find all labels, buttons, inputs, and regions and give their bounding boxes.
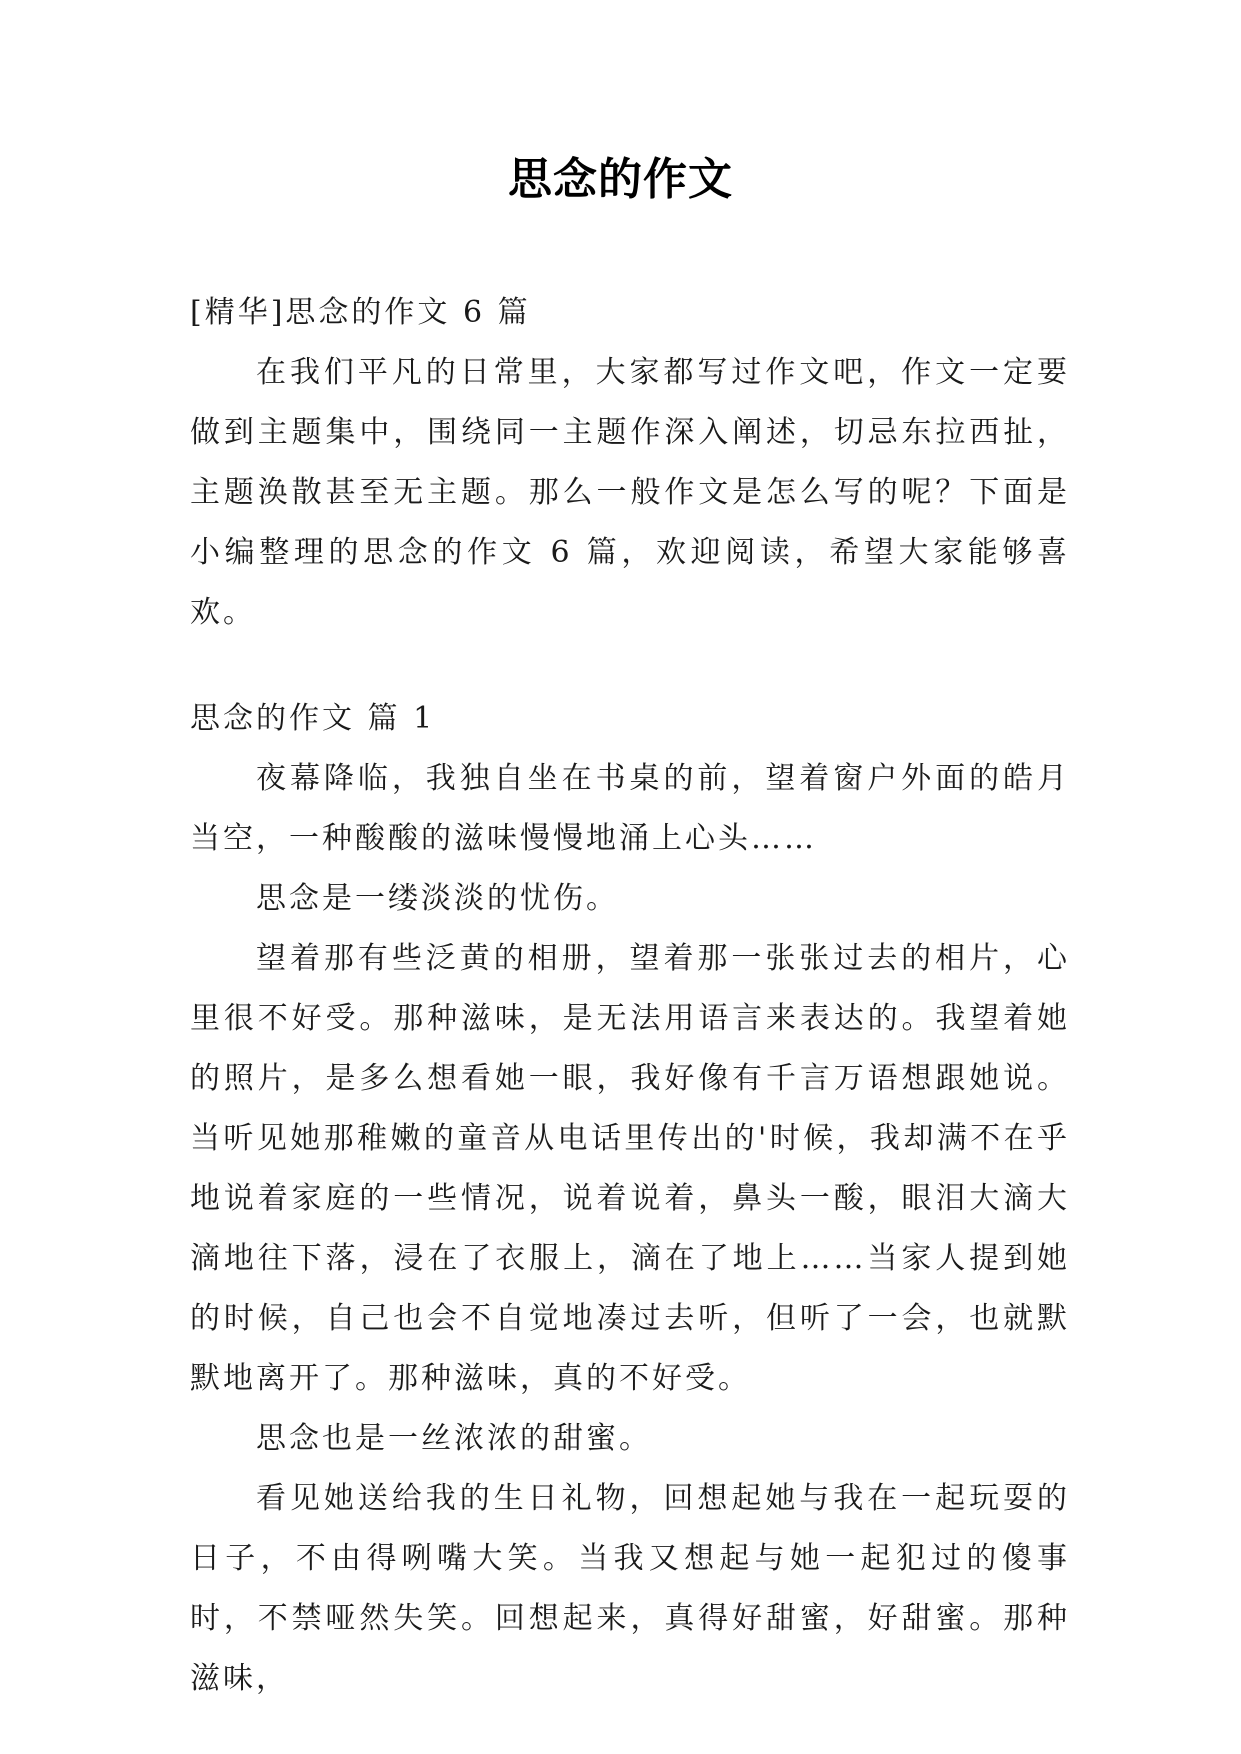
section-spacer: [190, 643, 1070, 689]
intro-paragraph: 在我们平凡的日常里，大家都写过作文吧，作文一定要做到主题集中，围绕同一主题作深入阐述，切忌东拉西扯，主题涣散甚至无主题。那么一般作文是怎么写的呢？下面是小编整理的思念的作文 6 篇，欢迎阅读，希望大家能够喜欢。: [190, 355, 1070, 630]
body-paragraph: 思念也是一丝浓浓的甜蜜。: [256, 1421, 652, 1456]
section-heading: 思念的作文 篇 1: [190, 701, 436, 736]
document-subtitle: [精华]思念的作文 6 篇: [190, 295, 531, 330]
document-body: [190, 283, 1070, 1709]
body-paragraph: 夜幕降临，我独自坐在书桌的前，望着窗户外面的皓月当空，一种酸酸的滋味慢慢地涌上心头……: [190, 761, 1070, 856]
body-paragraph: 看见她送给我的生日礼物，回想起她与我在一起玩耍的日子，不由得咧嘴大笑。当我又想起与她一起犯过的傻事时，不禁哑然失笑。回想起来，真得好甜蜜，好甜蜜。那种滋味，: [190, 1481, 1070, 1696]
body-paragraph: 望着那有些泛黄的相册，望着那一张张过去的相片，心里很不好受。那种滋味，是无法用语言来表达的。我望着她的照片，是多么想看她一眼，我好像有千言万语想跟她说。当听见她那稚嫩的童音从电话里传出的'时候，我却满不在乎地说着家庭的一些情况，说着说着，鼻头一酸，眼泪大滴大滴地往下落，浸在了衣服上，滴在了地上……当家人提到她的时候，自己也会不自觉地凑过去听，但听了一会，也就默默地离开了。那种滋味，真的不好受。: [190, 941, 1070, 1396]
body-paragraph: 思念是一缕淡淡的忧伤。: [256, 881, 619, 916]
document-title: 思念的作文: [508, 154, 733, 205]
